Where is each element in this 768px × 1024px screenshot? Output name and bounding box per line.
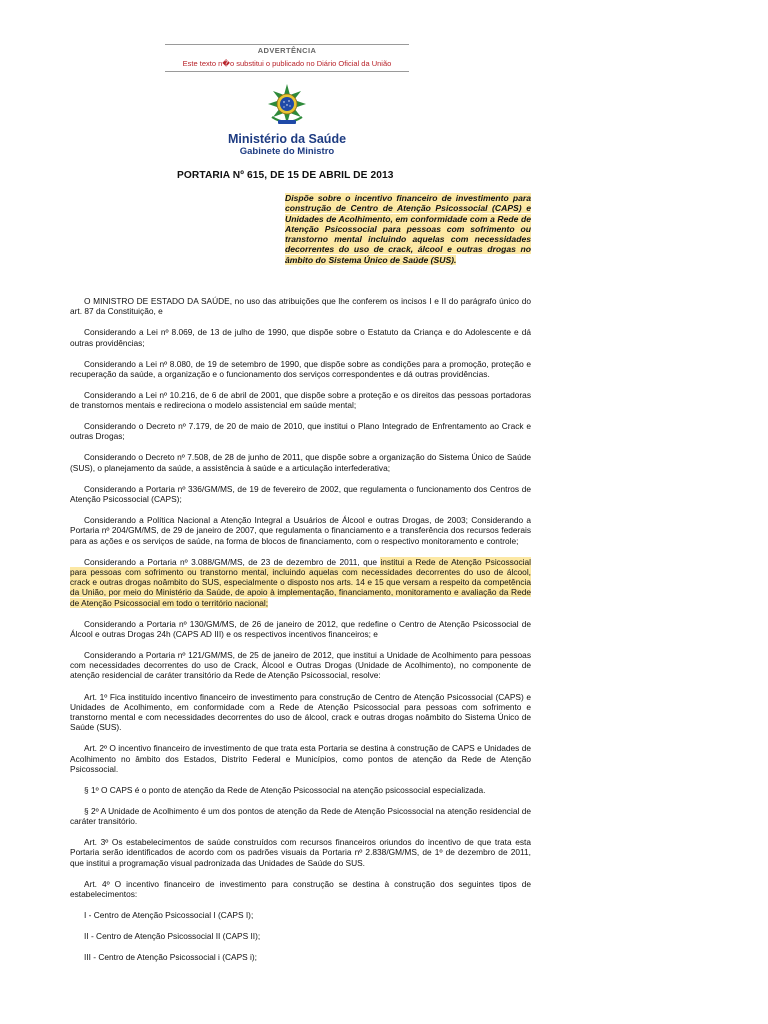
ordinance-summary-text: Dispõe sobre o incentivo financeiro de investimento para construção de Centro de Atenção Psicossocial (CAPS) e Unidades de Acolhimento, em conformidade com a Rede de Atenção Psicossocial para pessoas com sofrimento ou transtorno mental incluindo aquelas com necessidades decorrentes do uso de crack, álcool e outras drogas no âmbito do Sistema Único de Saúde (SUS).	[285, 193, 531, 265]
paragraph: Considerando a Portaria nº 130/GM/MS, de 26 de janeiro de 2012, que redefine o Centro de Atenção Psicossocial de Álcool e outras Drogas 24h (CAPS AD III) e os respectivos incentivos financeiros; e	[70, 618, 531, 639]
list-item: III - Centro de Atenção Psicossocial i (CAPS i);	[84, 952, 257, 963]
ministry-office: Gabinete do Ministro	[239, 146, 335, 157]
article-2-paragraph-1: § 1º O CAPS é o ponto de atenção da Rede de Atenção Psicossocial na atenção psicossocial especializada.	[84, 784, 486, 795]
paragraph: Considerando a Política Nacional a Atenção Integral a Usuários de Álcool e outras Drogas, de 2003; Considerando a Portaria nº 204/GM/MS, de 29 de janeiro de 2007, que regulamenta o financiamento e a transferência dos recursos federais para as ações e os serviços de saúde, na forma de blocos de financiamento, com o respectivo monitoramento e controle;	[70, 515, 531, 546]
warning-title: ADVERTÊNCIA	[257, 46, 317, 55]
paragraph: Considerando o Decreto nº 7.508, de 28 de junho de 2011, que dispõe sobre a organização do Sistema Único de Saúde (SUS), o planejamento da saúde, a assistência à saúde e a articulação interfederativa;	[70, 452, 531, 473]
document-body	[70, 296, 531, 973]
paragraph: Considerando a Portaria nº 336/GM/MS, de 19 de fevereiro de 2002, que regulamenta o funcionamento dos Centros de Atenção Psicossocial (CAPS);	[70, 483, 531, 505]
warning-banner	[165, 44, 409, 72]
article-3: Art. 3º Os estabelecimentos de saúde construídos com recursos financeiros oriundos do incentivo de que trata esta Portaria serão identificados de acordo com os padrões visuais da Portaria nº 2.838/GM/MS, de 1º de dezembro de 2011, que institui a programação visual padronizada das Unidades de Saúde do SUS.	[70, 837, 531, 868]
highlighted-paragraph	[70, 557, 531, 608]
highlighted-text: institui a Rede de Atenção Psicossocial para pessoas com sofrimento ou transtorno mental, incluindo aquelas com necessidades decorrentes do uso de álcool, crack e outras drogas noâmbito do SUS, especialmente o disposto nos arts. 14 e 15 que versam a respeito da competência da União, por meio do Ministério da Saúde, de apoio à implementação, financiamento, monitoramento e avaliação da Rede de Atenção Psicossocial em todo o território nacional;	[70, 556, 531, 608]
article-1: Art. 1º Fica instituído incentivo financeiro de investimento para construção de Centro de Atenção Psicossocial (CAPS) e Unidades de Acolhimento, em conformidade com a Rede de Atenção Psicossocial para pessoas com sofrimento e transtorno mental e com necessidades decorrentes do uso de álcool, crack e outras drogas noâmbito do Sistema Único de Saúde (SUS).	[70, 691, 531, 733]
article-4: Art. 4º O incentivo financeiro de investimento para construção se destina à construção dos seguintes tipos de estabelecimentos:	[70, 878, 531, 899]
article-2-paragraph-2: § 2º A Unidade de Acolhimento é um dos pontos de atenção da Rede de Atenção Psicossocial na atenção residencial de caráter transitório.	[70, 805, 531, 827]
list-item: I - Centro de Atenção Psicossocial I (CAPS I);	[84, 910, 254, 921]
warning-text: Este texto n�o substitui o publicado no Diário Oficial da União	[182, 59, 392, 68]
ordinance-title: PORTARIA Nº 615, DE 15 DE ABRIL DE 2013	[177, 170, 394, 181]
article-2: Art. 2º O incentivo financeiro de investimento de que trata esta Portaria se destina à construção de CAPS e Unidades de Acolhimento no âmbito dos Estados, Distrito Federal e Municípios, como pontos de atenção da Rede de Atenção Psicossocial.	[70, 743, 531, 774]
paragraph: Considerando a Lei nº 8.080, de 19 de setembro de 1990, que dispõe sobre as condições para a promoção, proteção e recuperação da saúde, a organização e o funcionamento dos serviços correspondentes e dá outras providências.	[70, 358, 531, 379]
paragraph: Considerando a Lei nº 10.216, de 6 de abril de 2001, que dispõe sobre a proteção e os direitos das pessoas portadoras de transtornos mentais e redireciona o modelo assistencial em saúde mental;	[70, 389, 531, 411]
paragraph: O MINISTRO DE ESTADO DA SAÚDE, no uso das atribuições que lhe conferem os incisos I e II do parágrafo único do art. 87 da Constituição, e	[70, 296, 531, 317]
brazil-coat-of-arms-icon	[266, 83, 308, 127]
paragraph: Considerando o Decreto nº 7.179, de 20 de maio de 2010, que institui o Plano Integrado de Enfrentamento ao Crack e outras Drogas;	[70, 421, 531, 442]
paragraph-lead: Considerando a Portaria nº 3.088/GM/MS, de 23 de dezembro de 2011, que	[84, 556, 381, 567]
paragraph: Considerando a Portaria nº 121/GM/MS, de 25 de janeiro de 2012, que institui a Unidade de Acolhimento para pessoas com necessidades decorrentes do uso de Crack, Álcool e Outras Drogas (Unidade de Acolhimento), no componente de atenção residencial de caráter transitório da Rede de Atenção Psicossocial, resolve:	[70, 649, 531, 681]
ordinance-summary	[285, 193, 531, 265]
ministry-header	[180, 132, 394, 157]
paragraph: Considerando a Lei nº 8.069, de 13 de julho de 1990, que dispõe sobre o Estatuto da Criança e do Adolescente e dá outras providências;	[70, 327, 531, 348]
ministry-name: Ministério da Saúde	[227, 132, 347, 146]
list-item: II - Centro de Atenção Psicossocial II (CAPS II);	[84, 931, 261, 942]
